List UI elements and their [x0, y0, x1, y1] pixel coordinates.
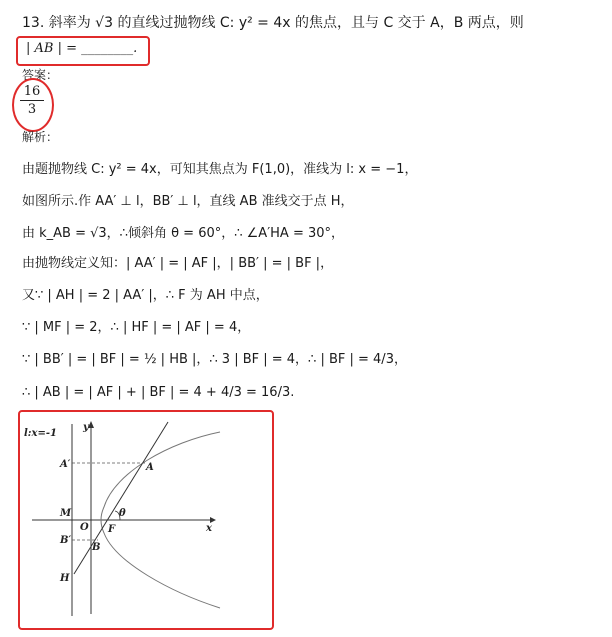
label-A-prime: A′ [60, 459, 71, 470]
label-y-axis: y [83, 422, 89, 433]
solution-line-5: 又∵ | AH | = 2 | AA′ |，∴ F 为 AH 中点， [22, 288, 269, 303]
solution-line-6: ∵ | MF | = 2，∴ | HF | = | AF | = 4， [22, 320, 251, 335]
solution-line-8: ∴ | AB | = | AF | + | BF | = 4 + 4/3 = 16/3. [22, 385, 295, 400]
problem-blank: | AB | = ________. [26, 41, 138, 56]
y-axis-arrow [88, 421, 94, 428]
solution-line-4: 由抛物线定义知：| AA′ | = | AF |，| BB′ | = | BF |， [22, 256, 334, 271]
answer-fraction [20, 84, 44, 117]
solution-label: 解析： [22, 130, 59, 144]
label-F: F [108, 524, 116, 535]
parabola-figure [20, 412, 270, 624]
answer-numerator: 16 [23, 84, 41, 99]
answer-label: 答案： [22, 68, 59, 82]
problem-text: 13. 斜率为 √3 的直线过抛物线 C: y² = 4x 的焦点，且与 C 交于 A，B 两点，则 [22, 15, 524, 31]
label-directrix: l:x=-1 [24, 428, 57, 439]
solution-line-1: 由题抛物线 C: y² = 4x，可知其焦点为 F(1,0)，准线为 l: x = −1， [22, 162, 418, 177]
answer-fraction-bar [20, 100, 44, 101]
label-B-prime: B′ [60, 535, 72, 546]
line-AB [74, 422, 168, 574]
label-H: H [60, 573, 70, 584]
label-x-axis: x [206, 523, 212, 534]
solution-line-2: 如图所示.作 AA′ ⊥ l，BB′ ⊥ l，直线 AB 准线交于点 H， [22, 194, 354, 209]
label-M: M [60, 508, 72, 519]
label-B: B [92, 542, 101, 553]
label-A: A [146, 462, 154, 473]
label-O: O [80, 522, 89, 533]
solution-line-7: ∵ | BB′ | = | BF | = ½ | HB |，∴ 3 | BF | = 4，∴ | BF | = 4/3， [22, 352, 407, 367]
solution-line-3: 由 k_AB = √3，∴倾斜角 θ = 60°，∴ ∠A′HA = 30°， [22, 226, 345, 241]
answer-denominator: 3 [27, 102, 37, 117]
label-theta: θ [119, 508, 126, 519]
